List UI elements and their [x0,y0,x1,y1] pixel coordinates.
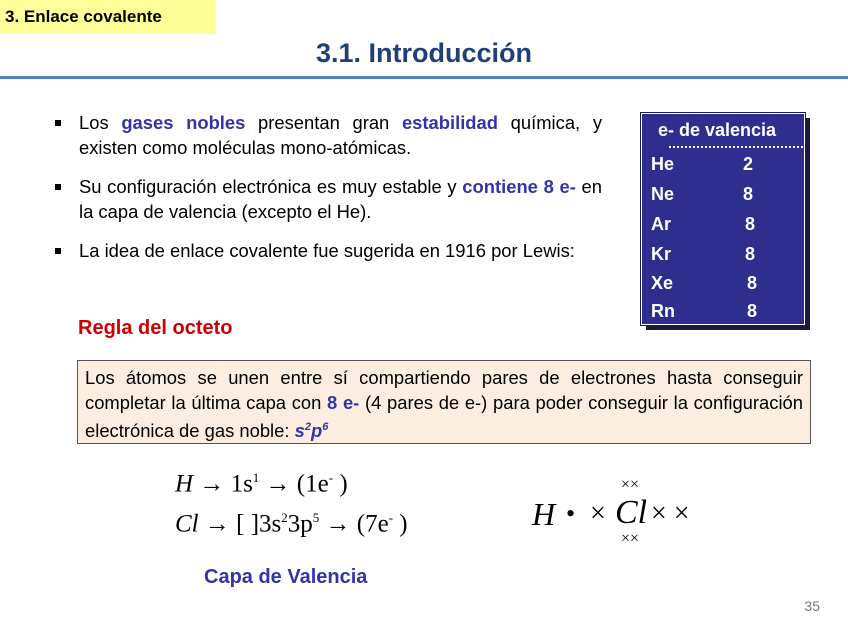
octet-rule-title: Regla del octeto [78,317,233,339]
highlight-8e: 8 e- [327,392,360,413]
header-dotted-divider [669,146,803,148]
valence-shell-label: Capa de Valencia [204,566,368,588]
bullet-item: La idea de enlace covalente fue sugerida en 1916 por Lewis: [50,238,602,263]
slide-title: 3.1. Introducción [315,38,533,68]
bond-electron-dot-icon: • [566,499,576,528]
lewis-structure-hcl [532,476,702,558]
bullet-item: Su configuración electrónica es muy estable y contiene 8 e- en la capa de valencia (excepto el He). [50,174,602,224]
chlorine-formula: Cl → [ ]$3s^23p^5 \to (7e^-$ ) [175,510,408,538]
bullet-marker-icon [55,120,61,126]
noble-gas-config: $s^2p^6$ [294,420,329,442]
lone-pair-bottom-icon: ×× [621,530,640,547]
lone-pair-right-icon: × × [651,498,690,529]
bullet-item: Los gases nobles presentan gran estabilidad química, y existen como moléculas mono-atómicas. [50,110,602,160]
valence-row: Ne 8 [651,184,754,204]
highlight-contiene-8e: contiene 8 e- [462,176,576,197]
valence-row: He 2 [651,154,754,174]
hydrogen-formula: $H \to 1s^1 \to (1e^-$ ) [175,470,348,498]
title-divider [0,76,848,79]
valence-table-header: e- de valencia [658,120,777,140]
highlight-estabilidad: estabilidad [401,112,499,133]
section-tag: 3. Enlace covalente [0,0,216,34]
bullet-marker-icon [55,184,61,190]
valence-row: Kr 8 [651,244,756,264]
bullet-list [50,110,602,277]
octet-rule-box: Los átomos se unen entre sí compartiendo pares de electrones hasta conseguir completar la última capa con 8 e- (4 pares de e-) para poder conseguir la configuración electrónica de gas noble: $s^2p^6$ [77,360,811,444]
bond-electron-cross-icon: × [590,498,606,529]
bullet-marker-icon [55,248,61,254]
page-number: 35 [804,598,820,614]
lewis-h-symbol: H [532,496,556,532]
valence-row: Rn 8 [651,301,758,321]
lewis-cl-symbol: Cl [615,494,648,531]
valence-row: Ar 8 [651,214,756,234]
valence-row: Xe 8 [651,273,758,293]
valence-electrons-table [641,113,805,325]
highlight-gases-nobles: gases nobles [121,112,246,133]
lone-pair-top-icon: ×× [621,476,640,493]
